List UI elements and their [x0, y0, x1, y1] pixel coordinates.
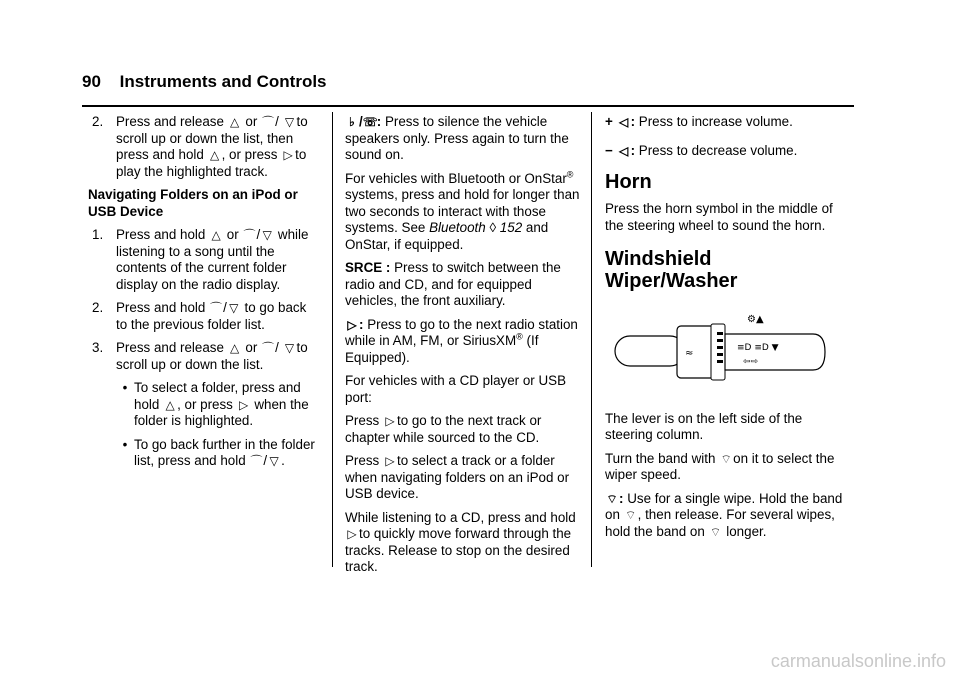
- column-divider-1: [332, 112, 333, 567]
- next-track-icon: ▷: [385, 454, 395, 468]
- bluetooth-link[interactable]: Bluetooth: [429, 220, 486, 235]
- up-arrow-icon: △: [230, 341, 240, 355]
- next-station-paragraph: ▷ : Press to go to the next radio station while in AM, FM, or SiriusXM® (If Equipped).: [345, 316, 578, 365]
- down-arrow-icon: ▽: [229, 301, 239, 315]
- seek-up-icon: ⌒: [243, 228, 256, 242]
- next-track-icon: ▷: [283, 148, 293, 162]
- up-arrow-icon: △: [165, 397, 175, 412]
- cd-intro: For vehicles with a CD player or USB port:: [345, 373, 567, 405]
- nav-step-3: 3. Press and release △ or ⌒/ ▽ to scroll up or down the list.: [92, 340, 308, 372]
- volume-up-paragraph: + ◁ : Press to increase volume.: [605, 114, 793, 129]
- next-track-icon: ▷: [347, 527, 357, 541]
- bullet-go-back: • To go back further in the folder list, press and hold ⌒/ ▽ .: [122, 436, 315, 468]
- down-arrow-icon: ▽: [284, 115, 295, 129]
- single-wipe-icon: ⌔: [606, 491, 618, 506]
- svg-text:⇦⇨: ⇦⇨: [743, 357, 759, 367]
- wiper-lever-illustration: [613, 312, 837, 392]
- svg-text:⚙▲: ⚙▲: [747, 314, 764, 325]
- up-arrow-icon: △: [211, 228, 221, 242]
- mute-icon: ♭: [349, 115, 355, 129]
- bluetooth-paragraph: For vehicles with Bluetooth or OnStar® systems, press and hold for longer than two seconds to interact with those systems. See Bluetooth ◊ 152 and OnStar, if equipped.: [345, 169, 580, 252]
- down-arrow-icon: ▽: [269, 454, 279, 468]
- cd-next-paragraph: Press ▷ to go to the next track or chapter while sourced to the CD.: [345, 413, 542, 445]
- seek-up-icon: ⌒: [250, 454, 263, 468]
- bullet-select-folder: • To select a folder, press and hold △ , or press ▷ when the folder is highlighted.: [122, 380, 309, 428]
- srce-paragraph: SRCE : Press to switch between the radio and CD, and for equipped vehicles, the front auxiliary.: [345, 260, 561, 308]
- column-2: [345, 114, 580, 583]
- step-2: 2. Press and release △ or ⌒/ ▽ to scroll up or down the list, then press and hold △ , or press ▷ to play the highlighted track.: [92, 114, 308, 179]
- horn-heading: Horn: [605, 171, 652, 193]
- horn-text: Press the horn symbol in the middle of the steering wheel to sound the horn.: [605, 201, 833, 233]
- down-arrow-icon: ▽: [262, 228, 272, 242]
- seek-up-icon: ⌒: [262, 115, 275, 129]
- nav-step-1: 1. Press and hold △ or ⌒/ ▽ while listening to a song until the contents of the current folder display on the radio display.: [92, 227, 309, 292]
- wiper-icon: ⌔: [720, 451, 732, 466]
- wiper-heading: Windshield Wiper/Washer: [605, 248, 738, 292]
- down-arrow-icon: ▽: [284, 341, 295, 355]
- page-ref[interactable]: 152: [499, 220, 523, 235]
- up-arrow-icon: △: [230, 115, 240, 129]
- svg-text:≈: ≈: [685, 348, 694, 359]
- seek-up-icon: ⌒: [210, 301, 223, 315]
- next-track-icon: ▷: [385, 414, 395, 428]
- header-rule: [82, 105, 854, 107]
- svg-text:≡D ≡D ▼: ≡D ≡D ▼: [737, 343, 779, 353]
- nav-step-2: 2. Press and hold ⌒/ ▽ to go back to the previous folder list.: [92, 300, 307, 332]
- volume-down-paragraph: − ◁ : Press to decrease volume.: [605, 142, 798, 158]
- seek-up-icon: ⌒: [262, 341, 275, 355]
- phone-voice-icon: ☏: [362, 115, 378, 129]
- mute-paragraph: ♭ /☏: Press to silence the vehicle speakers only. Press again to turn the sound on.: [345, 114, 569, 162]
- section-heading-folders: Navigating Folders on an iPod or USB Device: [88, 187, 298, 219]
- next-track-icon: ▷: [238, 397, 249, 412]
- page-ref-arrow-icon: ◊: [489, 220, 497, 235]
- single-wipe-icon: ⌔: [709, 524, 722, 539]
- page-number: 90: [82, 72, 101, 91]
- wiper-speed-paragraph: Turn the band with ⌔on it to select the wiper speed.: [605, 450, 835, 482]
- column-1: [88, 114, 320, 477]
- up-arrow-icon: △: [209, 148, 220, 162]
- page-title: Instruments and Controls: [119, 72, 327, 91]
- cd-forward-paragraph: While listening to a CD, press and hold ▷ to quickly move forward through the tracks. Release to stop on the desired track.: [345, 509, 576, 574]
- column-3: [605, 114, 845, 547]
- speaker-icon: ◁: [618, 115, 629, 129]
- single-wipe-icon: ⌔: [625, 508, 637, 522]
- page-header: [82, 72, 327, 92]
- speaker-icon: ◁: [618, 143, 629, 158]
- lever-caption: The lever is on the left side of the steering column.: [605, 410, 803, 442]
- cd-select-paragraph: Press ▷ to select a track or a folder when navigating folders on an iPod or USB device.: [345, 453, 570, 501]
- column-divider-2: [591, 112, 592, 567]
- single-wipe-paragraph: ⌔: Use for a single wipe. Hold the band on ⌔, then release. For several wipes, hold the band on ⌔ longer.: [605, 490, 843, 539]
- watermark: carmanualsonline.info: [770, 651, 946, 671]
- next-track-icon: ▷: [347, 317, 357, 332]
